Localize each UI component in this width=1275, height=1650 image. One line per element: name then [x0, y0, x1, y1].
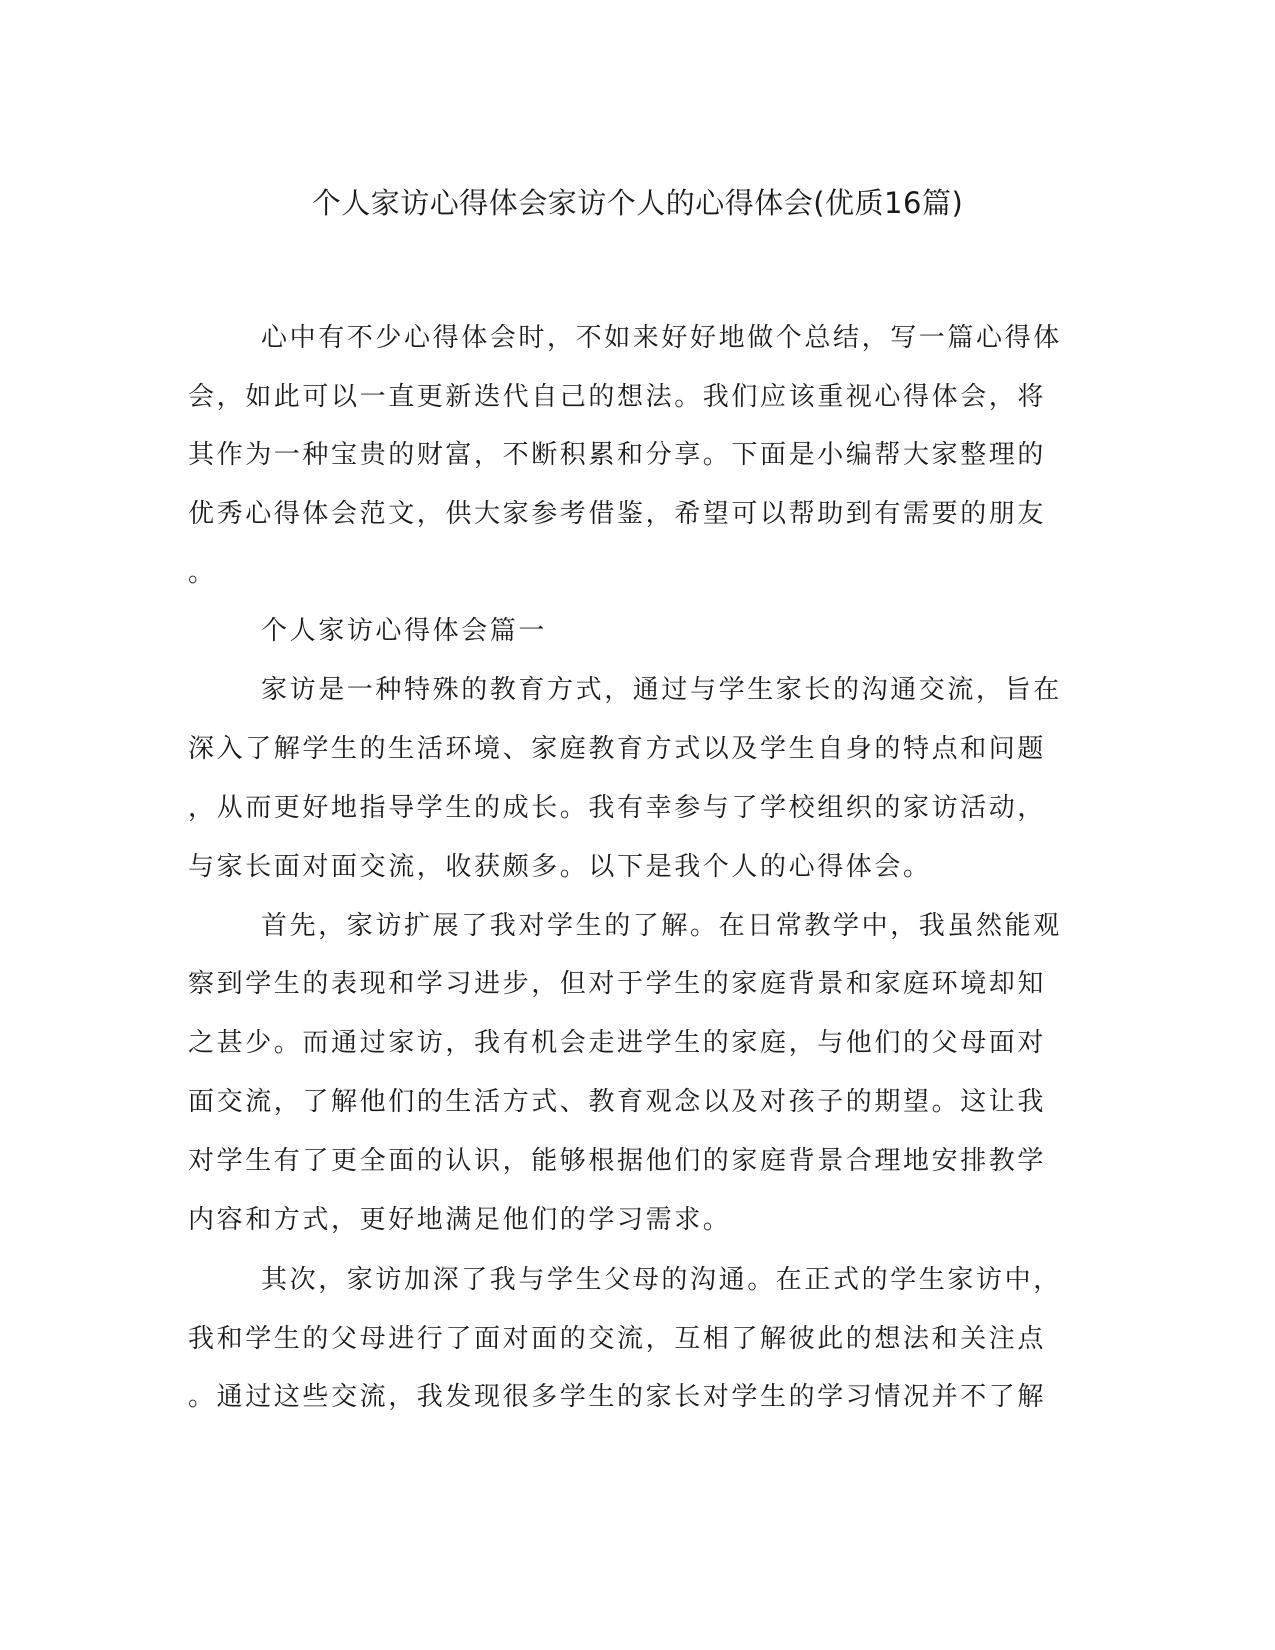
paragraph-line: 之甚少。而通过家访，我有机会走进学生的家庭，与他们的父母面对 [188, 1028, 1047, 1058]
paragraph-line: 。 [188, 558, 217, 588]
paragraph-line: 家访是一种特殊的教育方式，通过与学生家长的沟通交流，旨在 [261, 675, 1062, 705]
paragraph-line: 会，如此可以一直更新迭代自己的想法。我们应该重视心得体会，将 [188, 382, 1047, 412]
paragraph-line: 内容和方式，更好地满足他们的学习需求。 [188, 1205, 732, 1235]
paragraph-line: 其作为一种宝贵的财富，不断积累和分享。下面是小编帮大家整理的 [188, 440, 1047, 470]
paragraph-line: 面交流，了解他们的生活方式、教育观念以及对孩子的期望。这让我 [188, 1087, 1047, 1117]
paragraph-line: ，从而更好地指导学生的成长。我有幸参与了学校组织的家访活动， [188, 793, 1047, 823]
paragraph-line: 察到学生的表现和学习进步，但对于学生的家庭背景和家庭环境却知 [188, 969, 1047, 999]
paragraph-line: 首先，家访扩展了我对学生的了解。在日常教学中，我虽然能观 [261, 911, 1062, 941]
paragraph-line: 其次，家访加深了我与学生父母的沟通。在正式的学生家访中， [261, 1265, 1062, 1295]
paragraph-line: 优秀心得体会范文，供大家参考借鉴，希望可以帮助到有需要的朋友 [188, 499, 1047, 529]
paragraph-line: 。通过这些交流，我发现很多学生的家长对学生的学习情况并不了解 [188, 1382, 1047, 1412]
paragraph-line: 心中有不少心得体会时，不如来好好地做个总结，写一篇心得体 [261, 323, 1062, 353]
paragraph-line: 我和学生的父母进行了面对面的交流，互相了解彼此的想法和关注点 [188, 1324, 1047, 1354]
document-title: 个人家访心得体会家访个人的心得体会(优质16篇) [311, 186, 964, 220]
section-heading: 个人家访心得体会篇一 [261, 616, 548, 646]
paragraph-line: 与家长面对面交流，收获颇多。以下是我个人的心得体会。 [188, 852, 932, 882]
paragraph-line: 对学生有了更全面的认识，能够根据他们的家庭背景合理地安排教学 [188, 1146, 1047, 1176]
paragraph-line: 深入了解学生的生活环境、家庭教育方式以及学生自身的特点和问题 [188, 734, 1047, 764]
